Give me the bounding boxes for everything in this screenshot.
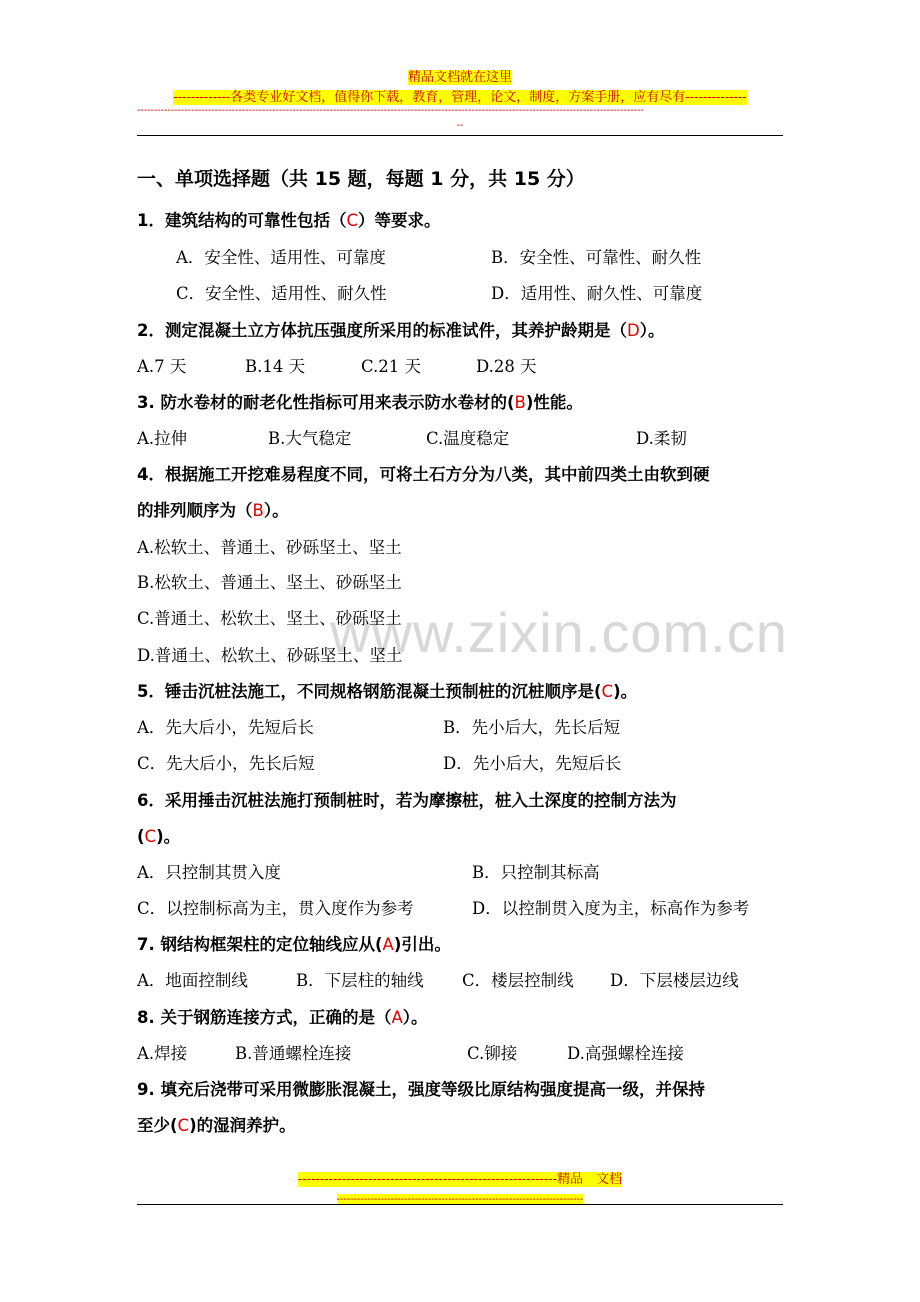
answer-1: C xyxy=(346,211,359,230)
header-rule xyxy=(137,135,783,136)
q7-option-d: D．下层楼层边线 xyxy=(610,971,739,990)
header-dash-line: ------------------------------------------------------------------------------------------------------------------------------------------------------ xyxy=(137,105,644,116)
answer-4: B xyxy=(252,501,264,520)
q8-option-d: D.高强螺栓连接 xyxy=(567,1044,684,1063)
q1-option-a: A．安全性、适用性、可靠度 xyxy=(176,248,386,267)
q2-option-b: B.14 天 xyxy=(245,357,306,376)
q7-option-a: A．地面控制线 xyxy=(137,971,248,990)
question-4-stem-line1: 4．根据施工开挖难易程度不同，可将土石方分为八类，其中前四类土由软到硬 xyxy=(137,465,710,484)
q1-option-c: C．安全性、适用性、耐久性 xyxy=(176,284,387,303)
q8-option-c: C.铆接 xyxy=(467,1044,518,1063)
q7-option-c: C．楼层控制线 xyxy=(462,971,574,990)
q6-option-c: C．以控制标高为主，贯入度作为参考 xyxy=(137,899,414,918)
q3-option-a: A.拉伸 xyxy=(137,429,188,448)
q3-option-c: C.温度稳定 xyxy=(426,429,510,448)
header-top xyxy=(0,66,920,85)
q6-option-d: D．以控制贯入度为主，标高作为参考 xyxy=(472,899,750,918)
q4-option-d: D.普通土、松软土、砂砾坚土、坚土 xyxy=(137,646,403,665)
watermark: www.zixin.com.cn xyxy=(330,601,788,664)
footer-line2: ------------------------------------------------------------------------- xyxy=(336,1194,584,1205)
answer-5: C xyxy=(601,682,614,701)
q1-option-d: D．适用性、耐久性、可靠度 xyxy=(491,284,703,303)
answer-8: A xyxy=(391,1008,403,1027)
footer-line1-row xyxy=(0,1168,920,1187)
q4-option-c: C.普通土、松软土、坚土、砂砾坚土 xyxy=(137,609,402,628)
question-3-stem: 3. 防水卷材的耐老化性指标可用来表示防水卷材的(B)性能。 xyxy=(137,393,583,412)
q5-option-a: A．先大后小，先短后长 xyxy=(137,718,314,737)
question-8-stem: 8. 关于钢筋连接方式，正确的是（A）。 xyxy=(137,1008,428,1027)
question-2-stem: 2．测定混凝土立方体抗压强度所采用的标准试件，其养护龄期是（D）。 xyxy=(137,321,665,340)
question-5-stem: 5．锤击沉桩法施工，不同规格钢筋混凝土预制桩的沉桩顺序是(C)。 xyxy=(137,682,638,701)
q2-option-a: A.7 天 xyxy=(137,357,187,376)
q4-option-a: A.松软土、普通土、砂砾坚土、坚土 xyxy=(137,538,402,557)
q8-option-a: A.焊接 xyxy=(137,1044,188,1063)
question-4-stem-line2: 的排列顺序为（B）。 xyxy=(137,501,289,520)
question-6-stem-line1: 6．采用捶击沉桩法施打预制桩时，若为摩擦桩，桩入土深度的控制方法为 xyxy=(137,791,677,810)
q5-option-c: C．先大后小，先长后短 xyxy=(137,754,315,773)
question-7-stem: 7. 钢结构框架柱的定位轴线应从(A)引出。 xyxy=(137,935,451,954)
q7-option-b: B．下层柱的轴线 xyxy=(296,971,424,990)
q5-option-b: B．先小后大，先长后短 xyxy=(443,718,621,737)
q6-option-a: A．只控制其贯入度 xyxy=(137,863,281,882)
q2-option-c: C.21 天 xyxy=(361,357,422,376)
section-title: 一、单项选择题（共 15 题，每题 1 分，共 15 分） xyxy=(137,168,585,190)
header-top-label: 精品文档就在这里 xyxy=(407,70,512,85)
question-9-stem-line2: 至少(C)的湿润养护。 xyxy=(137,1116,296,1135)
q1-option-b: B．安全性、可靠性、耐久性 xyxy=(491,248,702,267)
answer-6: C xyxy=(144,827,157,846)
q2-option-d: D.28 天 xyxy=(476,357,537,376)
footer-rule xyxy=(137,1204,783,1205)
header-dash-tail: -- xyxy=(456,120,464,131)
q8-option-b: B.普通螺栓连接 xyxy=(235,1044,352,1063)
header-subtitle: -------------各类专业好文档，值得你下载，教育，管理，论文，制度，方案手册，应有尽有-------------- xyxy=(173,90,747,105)
question-1-stem: 1．建筑结构的可靠性包括（C）等要求。 xyxy=(137,211,441,230)
q3-option-b: B.大气稳定 xyxy=(268,429,352,448)
answer-2: D xyxy=(626,321,640,340)
q6-option-b: B．只控制其标高 xyxy=(472,863,600,882)
header-subtitle-row xyxy=(0,86,920,105)
answer-3: B xyxy=(514,393,526,412)
question-9-stem-line1: 9. 填充后浇带可采用微膨胀混凝土，强度等级比原结构强度提高一级，并保持 xyxy=(137,1080,705,1099)
question-6-stem-line2: (C)。 xyxy=(137,827,181,846)
answer-9: C xyxy=(177,1116,190,1135)
q3-option-d: D.柔韧 xyxy=(636,429,687,448)
footer-line1: -----------------------------------------------------------精品 文档 xyxy=(297,1172,623,1187)
q5-option-d: D．先小后大，先短后长 xyxy=(443,754,622,773)
answer-7: A xyxy=(382,935,394,954)
q4-option-b: B.松软土、普通土、坚土、砂砾坚土 xyxy=(137,573,402,592)
